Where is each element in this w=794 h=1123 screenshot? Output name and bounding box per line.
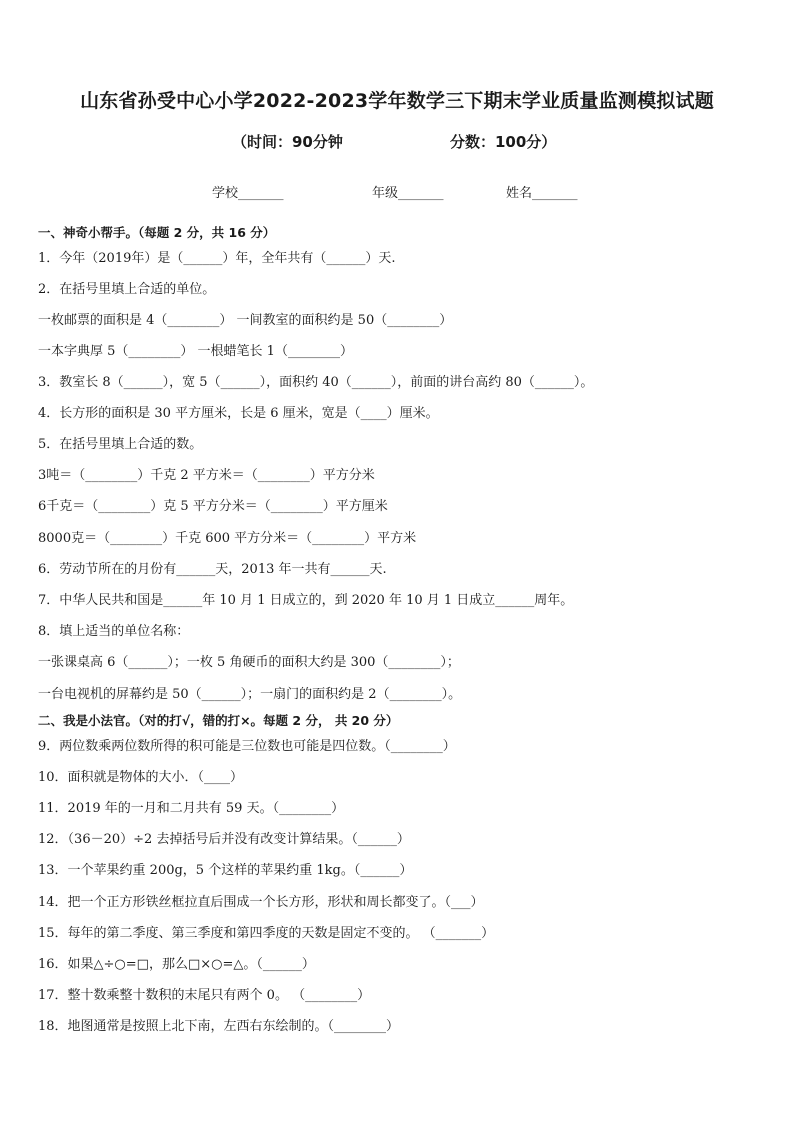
question-line: 3．教室长 8（______），宽 5（______），面积约 40（______），前面的讲台高约 80（______）。 xyxy=(38,375,594,390)
question-line: 一张课桌高 6（______）；一枚 5 角硬币的面积大约是 300（________）； xyxy=(38,655,460,670)
question-line: 6千克＝（________）克 5 平方分米＝（________）平方厘米 xyxy=(38,499,388,514)
question-line: 12．（36－20）÷2 去掉括号后并没有改变计算结果。（______） xyxy=(38,832,410,847)
question-line: 9．两位数乘两位数所得的积可能是三位数也可能是四位数。（________） xyxy=(38,739,456,754)
question-line: 8．填上适当的单位名称： xyxy=(38,624,190,639)
question-line: 14．把一个正方形铁丝框拉直后围成一个长方形，形状和周长都变了。（___） xyxy=(38,895,484,910)
question-line: 8000克＝（________）千克 600 平方分米＝（________）平方米 xyxy=(38,531,417,546)
question-line: 一枚邮票的面积是 4（________） 一间教室的面积约是 50（________） xyxy=(38,313,453,328)
page-title: 山东省孙受中心小学2022-2023学年数学三下期末学业质量监测模拟试题 xyxy=(80,90,714,112)
question-line: 2．在括号里填上合适的单位。 xyxy=(38,282,216,297)
question-line: 一本字典厚 5（________） 一根蜡笔长 1（________） xyxy=(38,344,353,359)
question-line: 3吨＝（________）千克 2 平方米＝（________）平方分米 xyxy=(38,468,375,483)
question-line: 13．一个苹果约重 200g，5 个这样的苹果约重 1kg。（______） xyxy=(38,863,413,878)
question-line: 18．地图通常是按照上北下南，左西右东绘制的。（________） xyxy=(38,1019,400,1034)
section-heading: 一、神奇小帮手。（每题 2 分，共 16 分） xyxy=(38,225,276,240)
question-line: 15．每年的第二季度、第三季度和第四季度的天数是固定不变的。 （_______） xyxy=(38,926,495,941)
exam-score: 分数：100分） xyxy=(450,133,557,151)
question-line: 1．今年（2019年）是（______）年，全年共有（______）天. xyxy=(38,251,396,266)
grade-field[interactable]: 年级_______ xyxy=(372,186,444,201)
question-line: 一台电视机的屏幕约是 50（______）；一扇门的面积约是 2（________）。 xyxy=(38,687,462,702)
question-line: 7．中华人民共和国是______年 10 月 1 日成立的，到 2020 年 10 月 1 日成立______周年。 xyxy=(38,593,574,608)
question-line: 4．长方形的面积是 30 平方厘米，长是 6 厘米，宽是（____）厘米。 xyxy=(38,406,439,421)
name-field[interactable]: 姓名_______ xyxy=(506,186,578,201)
question-line: 11．2019 年的一月和二月共有 59 天。（________） xyxy=(38,801,345,816)
section-heading: 二、我是小法官。（对的打√，错的打×。每题 2 分， 共 20 分） xyxy=(38,713,399,728)
question-line: 5．在括号里填上合适的数。 xyxy=(38,437,203,452)
question-line: 16．如果△÷○=□，那么□×○=△。（______） xyxy=(38,957,315,972)
exam-time: （时间：90分钟 xyxy=(232,133,343,151)
school-field[interactable]: 学校_______ xyxy=(212,186,284,201)
question-line: 10．面积就是物体的大小．（____） xyxy=(38,770,244,785)
question-line: 6．劳动节所在的月份有______天，2013 年一共有______天. xyxy=(38,562,387,577)
question-line: 17．整十数乘整十数积的末尾只有两个 0。 （________） xyxy=(38,988,371,1003)
